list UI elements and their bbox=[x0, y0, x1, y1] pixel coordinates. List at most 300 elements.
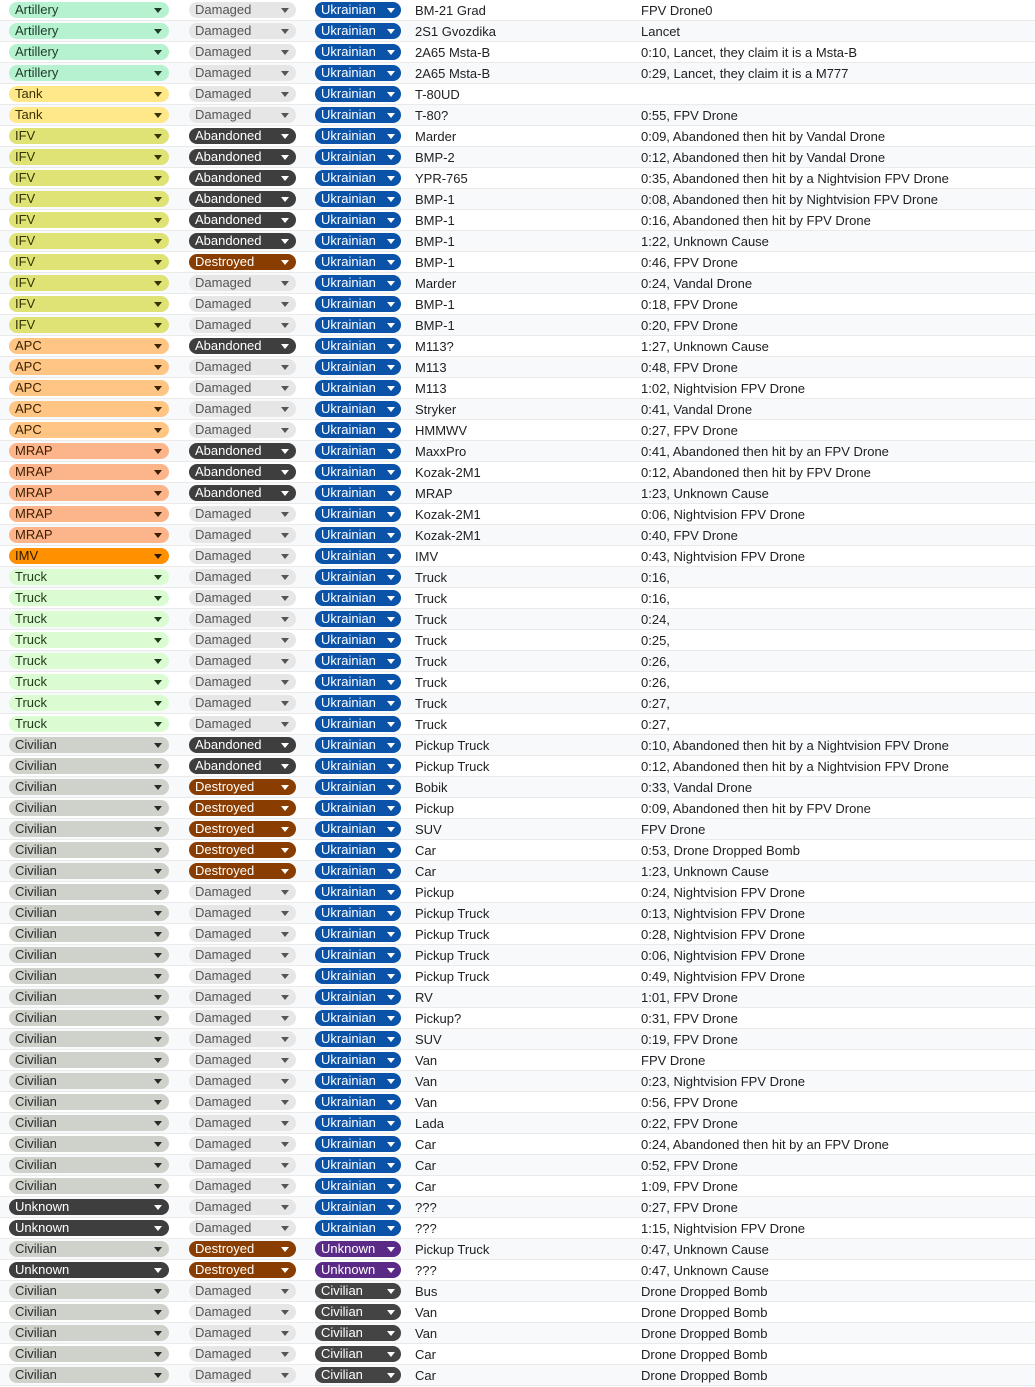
status-dropdown[interactable] bbox=[189, 569, 296, 585]
category-dropdown[interactable] bbox=[9, 1178, 169, 1194]
status-dropdown[interactable] bbox=[189, 464, 296, 480]
category-dropdown[interactable] bbox=[9, 821, 169, 837]
model-cell[interactable]: Truck bbox=[415, 612, 448, 627]
status-dropdown[interactable] bbox=[189, 296, 296, 312]
status-dropdown[interactable] bbox=[189, 821, 296, 837]
model-cell[interactable]: BMP-1 bbox=[415, 255, 455, 270]
owner-dropdown[interactable] bbox=[315, 1010, 401, 1026]
notes-cell[interactable]: 0:09, Abandoned then hit by Vandal Drone bbox=[641, 129, 886, 144]
notes-cell[interactable]: 0:25, bbox=[641, 633, 670, 648]
notes-cell[interactable]: 0:53, Drone Dropped Bomb bbox=[641, 843, 800, 858]
owner-dropdown[interactable] bbox=[315, 506, 401, 522]
category-dropdown[interactable] bbox=[9, 380, 169, 396]
notes-cell[interactable]: 0:35, Abandoned then hit by a Nightvision FPV Drone bbox=[641, 171, 949, 186]
category-dropdown[interactable] bbox=[9, 1073, 169, 1089]
category-dropdown[interactable] bbox=[9, 149, 169, 165]
status-dropdown[interactable] bbox=[189, 1094, 296, 1110]
model-cell[interactable]: Pickup Truck bbox=[415, 927, 490, 942]
model-cell[interactable]: Truck bbox=[415, 654, 448, 669]
category-dropdown[interactable] bbox=[9, 254, 169, 270]
model-cell[interactable]: Truck bbox=[415, 717, 448, 732]
model-cell[interactable]: Pickup bbox=[415, 885, 455, 900]
model-cell[interactable]: Truck bbox=[415, 591, 448, 606]
notes-cell[interactable]: 0:47, Unknown Cause bbox=[641, 1242, 769, 1257]
owner-dropdown[interactable] bbox=[315, 884, 401, 900]
status-dropdown[interactable] bbox=[189, 1283, 296, 1299]
status-dropdown[interactable] bbox=[189, 1199, 296, 1215]
owner-dropdown[interactable] bbox=[315, 380, 401, 396]
model-cell[interactable]: Pickup Truck bbox=[415, 948, 490, 963]
notes-cell[interactable]: 0:49, Nightvision FPV Drone bbox=[641, 969, 806, 984]
status-dropdown[interactable] bbox=[189, 1073, 296, 1089]
category-dropdown[interactable] bbox=[9, 275, 169, 291]
owner-dropdown[interactable] bbox=[315, 1136, 401, 1152]
model-cell[interactable]: M113 bbox=[415, 360, 447, 375]
owner-dropdown[interactable] bbox=[315, 1304, 401, 1320]
category-dropdown[interactable] bbox=[9, 44, 169, 60]
notes-cell[interactable]: 0:09, Abandoned then hit by FPV Drone bbox=[641, 801, 871, 816]
model-cell[interactable]: Kozak-2M1 bbox=[415, 507, 481, 522]
owner-dropdown[interactable] bbox=[315, 1325, 401, 1341]
model-cell[interactable]: SUV bbox=[415, 1032, 442, 1047]
owner-dropdown[interactable] bbox=[315, 611, 401, 627]
owner-dropdown[interactable] bbox=[315, 254, 401, 270]
notes-cell[interactable]: 0:06, Nightvision FPV Drone bbox=[641, 948, 806, 963]
status-dropdown[interactable] bbox=[189, 1325, 296, 1341]
category-dropdown[interactable] bbox=[9, 359, 169, 375]
owner-dropdown[interactable] bbox=[315, 107, 401, 123]
notes-cell[interactable]: 0:48, FPV Drone bbox=[641, 360, 738, 375]
owner-dropdown[interactable] bbox=[315, 338, 401, 354]
category-dropdown[interactable] bbox=[9, 296, 169, 312]
owner-dropdown[interactable] bbox=[315, 1283, 401, 1299]
category-dropdown[interactable] bbox=[9, 548, 169, 564]
model-cell[interactable]: Marder bbox=[415, 129, 457, 144]
owner-dropdown[interactable] bbox=[315, 989, 401, 1005]
model-cell[interactable]: Lada bbox=[415, 1116, 444, 1131]
notes-cell[interactable]: 0:46, FPV Drone bbox=[641, 255, 738, 270]
owner-dropdown[interactable] bbox=[315, 65, 401, 81]
notes-cell[interactable]: 0:24, Vandal Drone bbox=[641, 276, 753, 291]
notes-cell[interactable]: 0:47, Unknown Cause bbox=[641, 1263, 769, 1278]
model-cell[interactable]: ??? bbox=[415, 1221, 437, 1236]
notes-cell[interactable]: 0:28, Nightvision FPV Drone bbox=[641, 927, 806, 942]
status-dropdown[interactable] bbox=[189, 191, 296, 207]
notes-cell[interactable]: Drone Dropped Bomb bbox=[641, 1284, 768, 1299]
status-dropdown[interactable] bbox=[189, 23, 296, 39]
owner-dropdown[interactable] bbox=[315, 842, 401, 858]
category-dropdown[interactable] bbox=[9, 674, 169, 690]
category-dropdown[interactable] bbox=[9, 590, 169, 606]
owner-dropdown[interactable] bbox=[315, 1346, 401, 1362]
status-dropdown[interactable] bbox=[189, 779, 296, 795]
category-dropdown[interactable] bbox=[9, 1010, 169, 1026]
model-cell[interactable]: Van bbox=[415, 1326, 438, 1341]
owner-dropdown[interactable] bbox=[315, 233, 401, 249]
owner-dropdown[interactable] bbox=[315, 674, 401, 690]
notes-cell[interactable]: 0:27, FPV Drone bbox=[641, 1200, 738, 1215]
owner-dropdown[interactable] bbox=[315, 1220, 401, 1236]
category-dropdown[interactable] bbox=[9, 1031, 169, 1047]
status-dropdown[interactable] bbox=[189, 1157, 296, 1173]
model-cell[interactable]: Truck bbox=[415, 633, 448, 648]
status-dropdown[interactable] bbox=[189, 1220, 296, 1236]
model-cell[interactable]: Pickup Truck bbox=[415, 969, 490, 984]
model-cell[interactable]: Van bbox=[415, 1053, 438, 1068]
status-dropdown[interactable] bbox=[189, 380, 296, 396]
category-dropdown[interactable] bbox=[9, 1304, 169, 1320]
owner-dropdown[interactable] bbox=[315, 800, 401, 816]
owner-dropdown[interactable] bbox=[315, 821, 401, 837]
status-dropdown[interactable] bbox=[189, 1136, 296, 1152]
owner-dropdown[interactable] bbox=[315, 128, 401, 144]
category-dropdown[interactable] bbox=[9, 464, 169, 480]
category-dropdown[interactable] bbox=[9, 1094, 169, 1110]
owner-dropdown[interactable] bbox=[315, 1094, 401, 1110]
model-cell[interactable]: Car bbox=[415, 864, 436, 879]
category-dropdown[interactable] bbox=[9, 842, 169, 858]
model-cell[interactable]: Stryker bbox=[415, 402, 457, 417]
model-cell[interactable]: BMP-1 bbox=[415, 213, 455, 228]
owner-dropdown[interactable] bbox=[315, 905, 401, 921]
status-dropdown[interactable] bbox=[189, 86, 296, 102]
category-dropdown[interactable] bbox=[9, 2, 169, 18]
status-dropdown[interactable] bbox=[189, 926, 296, 942]
category-dropdown[interactable] bbox=[9, 926, 169, 942]
category-dropdown[interactable] bbox=[9, 884, 169, 900]
owner-dropdown[interactable] bbox=[315, 1031, 401, 1047]
category-dropdown[interactable] bbox=[9, 527, 169, 543]
category-dropdown[interactable] bbox=[9, 779, 169, 795]
category-dropdown[interactable] bbox=[9, 632, 169, 648]
category-dropdown[interactable] bbox=[9, 1115, 169, 1131]
model-cell[interactable]: Pickup Truck bbox=[415, 1242, 490, 1257]
model-cell[interactable]: Car bbox=[415, 1158, 436, 1173]
model-cell[interactable]: Marder bbox=[415, 276, 457, 291]
category-dropdown[interactable] bbox=[9, 1220, 169, 1236]
owner-dropdown[interactable] bbox=[315, 548, 401, 564]
status-dropdown[interactable] bbox=[189, 653, 296, 669]
model-cell[interactable]: Pickup Truck bbox=[415, 738, 490, 753]
owner-dropdown[interactable] bbox=[315, 1073, 401, 1089]
notes-cell[interactable]: 0:56, FPV Drone bbox=[641, 1095, 738, 1110]
owner-dropdown[interactable] bbox=[315, 275, 401, 291]
category-dropdown[interactable] bbox=[9, 653, 169, 669]
status-dropdown[interactable] bbox=[189, 611, 296, 627]
model-cell[interactable]: Kozak-2M1 bbox=[415, 465, 481, 480]
status-dropdown[interactable] bbox=[189, 1304, 296, 1320]
category-dropdown[interactable] bbox=[9, 737, 169, 753]
status-dropdown[interactable] bbox=[189, 254, 296, 270]
model-cell[interactable]: Car bbox=[415, 843, 436, 858]
notes-cell[interactable]: 0:22, FPV Drone bbox=[641, 1116, 738, 1131]
status-dropdown[interactable] bbox=[189, 1262, 296, 1278]
status-dropdown[interactable] bbox=[189, 212, 296, 228]
category-dropdown[interactable] bbox=[9, 569, 169, 585]
category-dropdown[interactable] bbox=[9, 170, 169, 186]
status-dropdown[interactable] bbox=[189, 1367, 296, 1383]
notes-cell[interactable]: 0:19, FPV Drone bbox=[641, 1032, 738, 1047]
model-cell[interactable]: BMP-1 bbox=[415, 234, 455, 249]
category-dropdown[interactable] bbox=[9, 947, 169, 963]
owner-dropdown[interactable] bbox=[315, 1199, 401, 1215]
model-cell[interactable]: BMP-1 bbox=[415, 192, 455, 207]
model-cell[interactable]: T-80UD bbox=[415, 87, 460, 102]
status-dropdown[interactable] bbox=[189, 149, 296, 165]
category-dropdown[interactable] bbox=[9, 800, 169, 816]
notes-cell[interactable]: 0:27, bbox=[641, 696, 670, 711]
notes-cell[interactable]: 0:26, bbox=[641, 675, 670, 690]
model-cell[interactable]: IMV bbox=[415, 549, 439, 564]
notes-cell[interactable]: 1:01, FPV Drone bbox=[641, 990, 738, 1005]
model-cell[interactable]: Van bbox=[415, 1074, 438, 1089]
category-dropdown[interactable] bbox=[9, 65, 169, 81]
status-dropdown[interactable] bbox=[189, 359, 296, 375]
category-dropdown[interactable] bbox=[9, 401, 169, 417]
status-dropdown[interactable] bbox=[189, 2, 296, 18]
category-dropdown[interactable] bbox=[9, 107, 169, 123]
status-dropdown[interactable] bbox=[189, 674, 296, 690]
notes-cell[interactable]: 0:12, Abandoned then hit by a Nightvision FPV Drone bbox=[641, 759, 949, 774]
status-dropdown[interactable] bbox=[189, 1346, 296, 1362]
notes-cell[interactable]: 1:02, Nightvision FPV Drone bbox=[641, 381, 806, 396]
model-cell[interactable]: Van bbox=[415, 1305, 438, 1320]
owner-dropdown[interactable] bbox=[315, 443, 401, 459]
owner-dropdown[interactable] bbox=[315, 1262, 401, 1278]
status-dropdown[interactable] bbox=[189, 1052, 296, 1068]
category-dropdown[interactable] bbox=[9, 191, 169, 207]
notes-cell[interactable]: 1:23, Unknown Cause bbox=[641, 864, 769, 879]
owner-dropdown[interactable] bbox=[315, 44, 401, 60]
owner-dropdown[interactable] bbox=[315, 926, 401, 942]
model-cell[interactable]: YPR-765 bbox=[415, 171, 468, 186]
model-cell[interactable]: MRAP bbox=[415, 486, 453, 501]
owner-dropdown[interactable] bbox=[315, 716, 401, 732]
status-dropdown[interactable] bbox=[189, 968, 296, 984]
category-dropdown[interactable] bbox=[9, 1325, 169, 1341]
model-cell[interactable]: Pickup Truck bbox=[415, 906, 490, 921]
status-dropdown[interactable] bbox=[189, 1010, 296, 1026]
category-dropdown[interactable] bbox=[9, 1136, 169, 1152]
owner-dropdown[interactable] bbox=[315, 191, 401, 207]
owner-dropdown[interactable] bbox=[315, 758, 401, 774]
owner-dropdown[interactable] bbox=[315, 632, 401, 648]
model-cell[interactable]: Van bbox=[415, 1095, 438, 1110]
status-dropdown[interactable] bbox=[189, 527, 296, 543]
model-cell[interactable]: ??? bbox=[415, 1200, 437, 1215]
owner-dropdown[interactable] bbox=[315, 464, 401, 480]
notes-cell[interactable]: 0:41, Abandoned then hit by an FPV Drone bbox=[641, 444, 889, 459]
notes-cell[interactable]: FPV Drone bbox=[641, 1053, 706, 1068]
status-dropdown[interactable] bbox=[189, 107, 296, 123]
notes-cell[interactable]: 0:26, bbox=[641, 654, 670, 669]
status-dropdown[interactable] bbox=[189, 506, 296, 522]
category-dropdown[interactable] bbox=[9, 905, 169, 921]
owner-dropdown[interactable] bbox=[315, 947, 401, 963]
category-dropdown[interactable] bbox=[9, 443, 169, 459]
notes-cell[interactable]: 0:27, FPV Drone bbox=[641, 423, 738, 438]
notes-cell[interactable]: 0:18, FPV Drone bbox=[641, 297, 738, 312]
owner-dropdown[interactable] bbox=[315, 569, 401, 585]
owner-dropdown[interactable] bbox=[315, 23, 401, 39]
status-dropdown[interactable] bbox=[189, 422, 296, 438]
notes-cell[interactable]: FPV Drone bbox=[641, 822, 706, 837]
owner-dropdown[interactable] bbox=[315, 1367, 401, 1383]
category-dropdown[interactable] bbox=[9, 989, 169, 1005]
status-dropdown[interactable] bbox=[189, 632, 296, 648]
status-dropdown[interactable] bbox=[189, 128, 296, 144]
category-dropdown[interactable] bbox=[9, 1241, 169, 1257]
owner-dropdown[interactable] bbox=[315, 863, 401, 879]
status-dropdown[interactable] bbox=[189, 842, 296, 858]
owner-dropdown[interactable] bbox=[315, 968, 401, 984]
model-cell[interactable]: T-80? bbox=[415, 108, 449, 123]
category-dropdown[interactable] bbox=[9, 695, 169, 711]
status-dropdown[interactable] bbox=[189, 170, 296, 186]
model-cell[interactable]: HMMWV bbox=[415, 423, 467, 438]
model-cell[interactable]: Car bbox=[415, 1179, 436, 1194]
notes-cell[interactable]: 1:22, Unknown Cause bbox=[641, 234, 769, 249]
notes-cell[interactable]: 0:40, FPV Drone bbox=[641, 528, 738, 543]
status-dropdown[interactable] bbox=[189, 590, 296, 606]
status-dropdown[interactable] bbox=[189, 863, 296, 879]
status-dropdown[interactable] bbox=[189, 44, 296, 60]
notes-cell[interactable]: 0:12, Abandoned then hit by FPV Drone bbox=[641, 465, 871, 480]
notes-cell[interactable]: Drone Dropped Bomb bbox=[641, 1305, 768, 1320]
owner-dropdown[interactable] bbox=[315, 1178, 401, 1194]
notes-cell[interactable]: 0:16, bbox=[641, 570, 670, 585]
notes-cell[interactable]: 0:43, Nightvision FPV Drone bbox=[641, 549, 806, 564]
category-dropdown[interactable] bbox=[9, 1346, 169, 1362]
category-dropdown[interactable] bbox=[9, 338, 169, 354]
owner-dropdown[interactable] bbox=[315, 590, 401, 606]
notes-cell[interactable]: 0:10, Abandoned then hit by a Nightvision FPV Drone bbox=[641, 738, 949, 753]
status-dropdown[interactable] bbox=[189, 65, 296, 81]
category-dropdown[interactable] bbox=[9, 1052, 169, 1068]
notes-cell[interactable]: Drone Dropped Bomb bbox=[641, 1368, 768, 1383]
owner-dropdown[interactable] bbox=[315, 86, 401, 102]
owner-dropdown[interactable] bbox=[315, 485, 401, 501]
status-dropdown[interactable] bbox=[189, 884, 296, 900]
owner-dropdown[interactable] bbox=[315, 296, 401, 312]
notes-cell[interactable]: Lancet bbox=[641, 24, 681, 39]
model-cell[interactable]: Pickup? bbox=[415, 1011, 462, 1026]
category-dropdown[interactable] bbox=[9, 128, 169, 144]
status-dropdown[interactable] bbox=[189, 1241, 296, 1257]
notes-cell[interactable]: 0:33, Vandal Drone bbox=[641, 780, 753, 795]
notes-cell[interactable]: 1:15, Nightvision FPV Drone bbox=[641, 1221, 806, 1236]
notes-cell[interactable]: 0:24, Nightvision FPV Drone bbox=[641, 885, 806, 900]
status-dropdown[interactable] bbox=[189, 1178, 296, 1194]
notes-cell[interactable]: 0:31, FPV Drone bbox=[641, 1011, 738, 1026]
category-dropdown[interactable] bbox=[9, 1199, 169, 1215]
notes-cell[interactable]: 0:29, Lancet, they claim it is a M777 bbox=[641, 66, 849, 81]
owner-dropdown[interactable] bbox=[315, 2, 401, 18]
model-cell[interactable]: Bobik bbox=[415, 780, 448, 795]
model-cell[interactable]: Car bbox=[415, 1368, 436, 1383]
status-dropdown[interactable] bbox=[189, 233, 296, 249]
status-dropdown[interactable] bbox=[189, 401, 296, 417]
category-dropdown[interactable] bbox=[9, 716, 169, 732]
model-cell[interactable]: BMP-1 bbox=[415, 297, 455, 312]
notes-cell[interactable]: 0:55, FPV Drone bbox=[641, 108, 738, 123]
owner-dropdown[interactable] bbox=[315, 1241, 401, 1257]
status-dropdown[interactable] bbox=[189, 485, 296, 501]
category-dropdown[interactable] bbox=[9, 1262, 169, 1278]
notes-cell[interactable]: 0:06, Nightvision FPV Drone bbox=[641, 507, 806, 522]
owner-dropdown[interactable] bbox=[315, 653, 401, 669]
status-dropdown[interactable] bbox=[189, 443, 296, 459]
status-dropdown[interactable] bbox=[189, 989, 296, 1005]
status-dropdown[interactable] bbox=[189, 275, 296, 291]
owner-dropdown[interactable] bbox=[315, 1115, 401, 1131]
notes-cell[interactable]: 0:24, Abandoned then hit by an FPV Drone bbox=[641, 1137, 889, 1152]
category-dropdown[interactable] bbox=[9, 1157, 169, 1173]
owner-dropdown[interactable] bbox=[315, 422, 401, 438]
owner-dropdown[interactable] bbox=[315, 779, 401, 795]
category-dropdown[interactable] bbox=[9, 86, 169, 102]
model-cell[interactable]: Car bbox=[415, 1347, 436, 1362]
owner-dropdown[interactable] bbox=[315, 695, 401, 711]
category-dropdown[interactable] bbox=[9, 1367, 169, 1383]
owner-dropdown[interactable] bbox=[315, 1157, 401, 1173]
category-dropdown[interactable] bbox=[9, 317, 169, 333]
notes-cell[interactable]: 0:08, Abandoned then hit by Nightvision FPV Drone bbox=[641, 192, 939, 207]
notes-cell[interactable]: 0:16, bbox=[641, 591, 670, 606]
model-cell[interactable]: 2S1 Gvozdika bbox=[415, 24, 496, 39]
status-dropdown[interactable] bbox=[189, 905, 296, 921]
category-dropdown[interactable] bbox=[9, 485, 169, 501]
category-dropdown[interactable] bbox=[9, 863, 169, 879]
notes-cell[interactable]: 0:10, Lancet, they claim it is a Msta-B bbox=[641, 45, 858, 60]
status-dropdown[interactable] bbox=[189, 737, 296, 753]
notes-cell[interactable]: 0:24, bbox=[641, 612, 670, 627]
model-cell[interactable]: Truck bbox=[415, 570, 448, 585]
notes-cell[interactable]: Drone Dropped Bomb bbox=[641, 1347, 768, 1362]
category-dropdown[interactable] bbox=[9, 611, 169, 627]
category-dropdown[interactable] bbox=[9, 1283, 169, 1299]
model-cell[interactable]: Kozak-2M1 bbox=[415, 528, 481, 543]
status-dropdown[interactable] bbox=[189, 695, 296, 711]
notes-cell[interactable]: 0:12, Abandoned then hit by Vandal Drone bbox=[641, 150, 886, 165]
notes-cell[interactable]: 1:23, Unknown Cause bbox=[641, 486, 769, 501]
model-cell[interactable]: ??? bbox=[415, 1263, 437, 1278]
category-dropdown[interactable] bbox=[9, 758, 169, 774]
status-dropdown[interactable] bbox=[189, 1115, 296, 1131]
model-cell[interactable]: 2A65 Msta-B bbox=[415, 45, 491, 60]
model-cell[interactable]: 2A65 Msta-B bbox=[415, 66, 491, 81]
model-cell[interactable]: Car bbox=[415, 1137, 436, 1152]
model-cell[interactable]: Bus bbox=[415, 1284, 438, 1299]
owner-dropdown[interactable] bbox=[315, 149, 401, 165]
category-dropdown[interactable] bbox=[9, 233, 169, 249]
status-dropdown[interactable] bbox=[189, 548, 296, 564]
status-dropdown[interactable] bbox=[189, 338, 296, 354]
model-cell[interactable]: SUV bbox=[415, 822, 442, 837]
category-dropdown[interactable] bbox=[9, 23, 169, 39]
status-dropdown[interactable] bbox=[189, 716, 296, 732]
notes-cell[interactable]: 0:20, FPV Drone bbox=[641, 318, 738, 333]
owner-dropdown[interactable] bbox=[315, 212, 401, 228]
model-cell[interactable]: Pickup bbox=[415, 801, 455, 816]
owner-dropdown[interactable] bbox=[315, 170, 401, 186]
model-cell[interactable]: Truck bbox=[415, 675, 448, 690]
status-dropdown[interactable] bbox=[189, 800, 296, 816]
notes-cell[interactable]: 1:09, FPV Drone bbox=[641, 1179, 738, 1194]
notes-cell[interactable]: 0:23, Nightvision FPV Drone bbox=[641, 1074, 806, 1089]
model-cell[interactable]: Pickup Truck bbox=[415, 759, 490, 774]
model-cell[interactable]: RV bbox=[415, 990, 433, 1005]
